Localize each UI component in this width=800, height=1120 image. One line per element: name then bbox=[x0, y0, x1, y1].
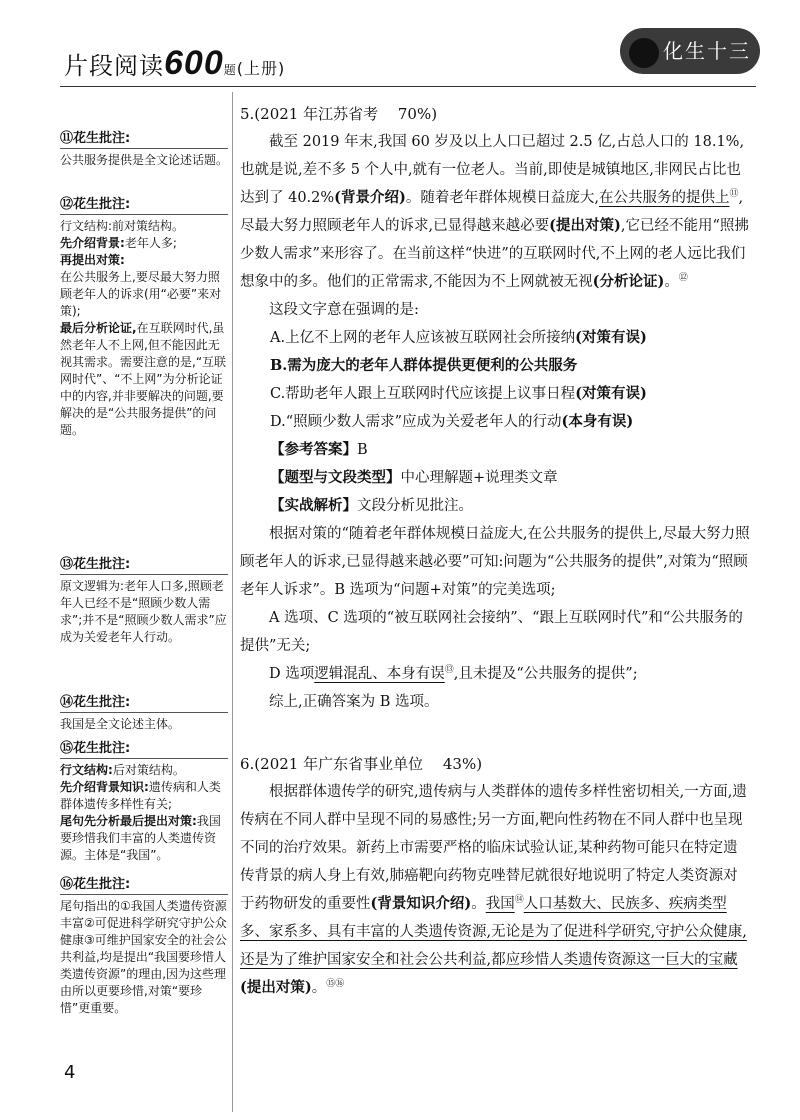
brand-logo bbox=[620, 28, 760, 74]
analysis-label: 【实战解析】文段分析见批注。 bbox=[270, 497, 473, 514]
title-unit: 题 bbox=[223, 63, 237, 77]
annotation-14 bbox=[60, 694, 228, 733]
annotation-title: ⑭花生批注: bbox=[60, 694, 228, 713]
annotation-text: 原文逻辑为:老年人口多,照顾老年人已经不是“照顾少数人需求”;并不是“照顾少数人需求”应成为关爱老年人行动。 bbox=[60, 579, 227, 644]
column-divider bbox=[232, 92, 233, 1112]
passage-tag: (分析论证) bbox=[592, 273, 665, 290]
question-heading: 6.(2021 年广东省事业单位 43%) bbox=[240, 755, 483, 773]
annotation-16 bbox=[60, 876, 228, 1017]
option-c: C.帮助老年人跟上互联网时代应该提上议事日程(对策有误) bbox=[270, 385, 647, 402]
title-prefix: 片段阅读 bbox=[64, 52, 164, 80]
underlined-text: 我国 bbox=[485, 896, 515, 912]
passage-tag: (背景知识介绍) bbox=[370, 895, 472, 912]
note-ref: ⑫ bbox=[678, 273, 688, 284]
annotation-text: 遗传病和人类群体遗传多样性有关; bbox=[60, 780, 221, 811]
logo-dot-icon bbox=[629, 38, 659, 68]
passage-tag: (提出对策) bbox=[240, 979, 312, 996]
annotation-title: ⑬花生批注: bbox=[60, 556, 228, 575]
annotation-text: 在公共服务上,要尽最大努力照顾老年人的诉求(用“必要”来对策); bbox=[60, 270, 222, 318]
annotation-title: ⑪花生批注: bbox=[60, 130, 228, 149]
note-ref: ⑮⑯ bbox=[326, 979, 345, 990]
page-number: 4 bbox=[64, 1062, 76, 1083]
passage: 根据群体遗传学的研究,遗传病与人类群体的遗传多样性密切相关,一方面,遗传病在不同人群中呈现不同的易感性;另一方面,靶向性药物在不同人群中也呈现不同的治疗效果。新药上市需要严格的临床试验认证,某种药物可能只在特定遗传背景的病人身上有效,肺癌靶向药物克唑替尼就很好地说明了特定人类资源对于药物研发的重要性(背景知识介绍)。我国⑭人口基数大、民族多、疾病类型多、家系多、具有丰富的人类遗传资源,无论是为了促进科学研究,守护公众健康,还是为了维护国家安全和社会公共利益,都应珍惜人类遗传资源这一巨大的宝藏(提出对策)。⑮⑯ bbox=[240, 784, 747, 996]
annotation-title: ⑫花生批注: bbox=[60, 196, 228, 215]
explanation: D 选项逻辑混乱、本身有误⑬,且未提及“公共服务的提供”; bbox=[269, 665, 638, 682]
title-volume: (上册) bbox=[236, 59, 286, 78]
book-title bbox=[64, 44, 285, 83]
logo-text: 化生十三 bbox=[663, 39, 751, 63]
annotation-bold: 最后分析论证, bbox=[60, 321, 137, 335]
annotation-12 bbox=[60, 196, 228, 439]
annotation-bold: 先介绍背景: bbox=[60, 236, 125, 250]
annotation-text: 尾句指出的①我国人类遗传资源丰富②可促进科学研究守护公众健康③可维护国家安全的社会公共利益,均是提出“我国要珍惜人类遗传资源”的理由,因为这些理由所以更要珍惜,对策“要珍惜”更重要。 bbox=[60, 899, 227, 1015]
note-ref: ⑭ bbox=[514, 895, 524, 906]
answer: 【参考答案】B bbox=[270, 441, 368, 458]
question-heading: 5.(2021 年江苏省考 70%) bbox=[240, 105, 438, 123]
annotation-bold: 先介绍背景知识: bbox=[60, 780, 149, 794]
annotation-text: 我国要珍惜我们丰富的人类遗传资源。主体是“我国”。 bbox=[60, 814, 221, 862]
explanation: A 选项、C 选项的“被互联网社会接纳”、“跟上互联网时代”和“公共服务的提供”无关; bbox=[240, 610, 743, 654]
annotation-11 bbox=[60, 130, 228, 169]
annotation-text: 我国是全文论述主体。 bbox=[60, 717, 181, 731]
note-ref: ⑪ bbox=[729, 189, 739, 200]
passage-tag: (背景介绍) bbox=[334, 189, 406, 206]
option-d: D.“照顾少数人需求”应成为关爱老年人的行动(本身有误) bbox=[270, 413, 634, 430]
annotation-title: ⑮花生批注: bbox=[60, 740, 228, 759]
annotation-text: 老年人多; bbox=[124, 236, 177, 250]
question-type: 【题型与文段类型】中心理解题+说理类文章 bbox=[270, 469, 558, 486]
annotation-text: 后对策结构。 bbox=[112, 763, 185, 777]
annotation-13 bbox=[60, 556, 228, 646]
underlined-text: 人口基数大、民族多、疾病类型多、家系多、具有丰富的人类遗传资源,无论是为了促进科学研究,守护公众健康,还是为了维护国家安全和社会公共利益,都应珍惜人类遗传资源这一巨大的宝藏 bbox=[240, 896, 747, 968]
annotation-bold: 再提出对策: bbox=[60, 253, 125, 267]
annotation-bold: 尾句先分析最后提出对策: bbox=[60, 814, 197, 828]
title-number: 600 bbox=[164, 44, 224, 82]
note-ref: ⑬ bbox=[444, 665, 454, 676]
underlined-text: 在公共服务的提供上 bbox=[599, 190, 730, 206]
underlined-text: 逻辑混乱、本身有误 bbox=[314, 666, 445, 682]
passage-tag: (提出对策) bbox=[549, 217, 621, 234]
annotation-text: 公共服务提供是全文论述话题。 bbox=[60, 153, 229, 167]
passage: 截至 2019 年末,我国 60 岁及以上人口已超过 2.5 亿,占总人口的 18.1%,也就是说,差不多 5 个人中,就有一位老人。当前,即使是城镇地区,非网民占比也达到了 40.2%(背景介绍)。随着老年群体规模日益庞大,在公共服务的提供上⑪,尽最大努力照顾老年人的诉求,已显得越来越必要(提出对策),它已经不能用“照拂少数人需求”来形容了。在当前这样“快进”的互联网时代,不上网的老人远比我们想象中的多。他们的正常需求,不能因为不上网就被无视(分析论证)。⑫ bbox=[240, 134, 749, 290]
header-divider bbox=[60, 86, 756, 87]
question-stem: 这段文字意在强调的是: bbox=[269, 302, 419, 318]
option-b: B.需为庞大的老年人群体提供更便利的公共服务 bbox=[270, 357, 578, 374]
explanation: 综上,正确答案为 B 选项。 bbox=[269, 694, 439, 710]
explanation: 根据对策的“随着老年群体规模日益庞大,在公共服务的提供上,尽最大努力照顾老年人的诉求,已显得越来越必要”可知:问题为“公共服务的提供”,对策为“照顾老年人诉求”。B 选项为“问题+对策”的完美选项; bbox=[240, 526, 750, 598]
annotation-15 bbox=[60, 740, 228, 864]
question-6 bbox=[240, 750, 750, 1002]
annotation-text: 行文结构:前对策结构。 bbox=[60, 219, 185, 233]
annotation-text: 在互联网时代,虽然老年人不上网,但不能因此无视其需求。需要注意的是,“互联网时代”、“不上网”为分析论证中的内容,并非要解决的问题,要解决的是“公共服务提供”的问题。 bbox=[60, 321, 227, 437]
annotation-title: ⑯花生批注: bbox=[60, 876, 228, 895]
question-5 bbox=[240, 100, 750, 716]
page-header bbox=[0, 0, 800, 100]
option-a: A.上亿不上网的老年人应该被互联网社会所接纳(对策有误) bbox=[270, 329, 647, 346]
annotation-bold: 行文结构: bbox=[60, 763, 113, 777]
